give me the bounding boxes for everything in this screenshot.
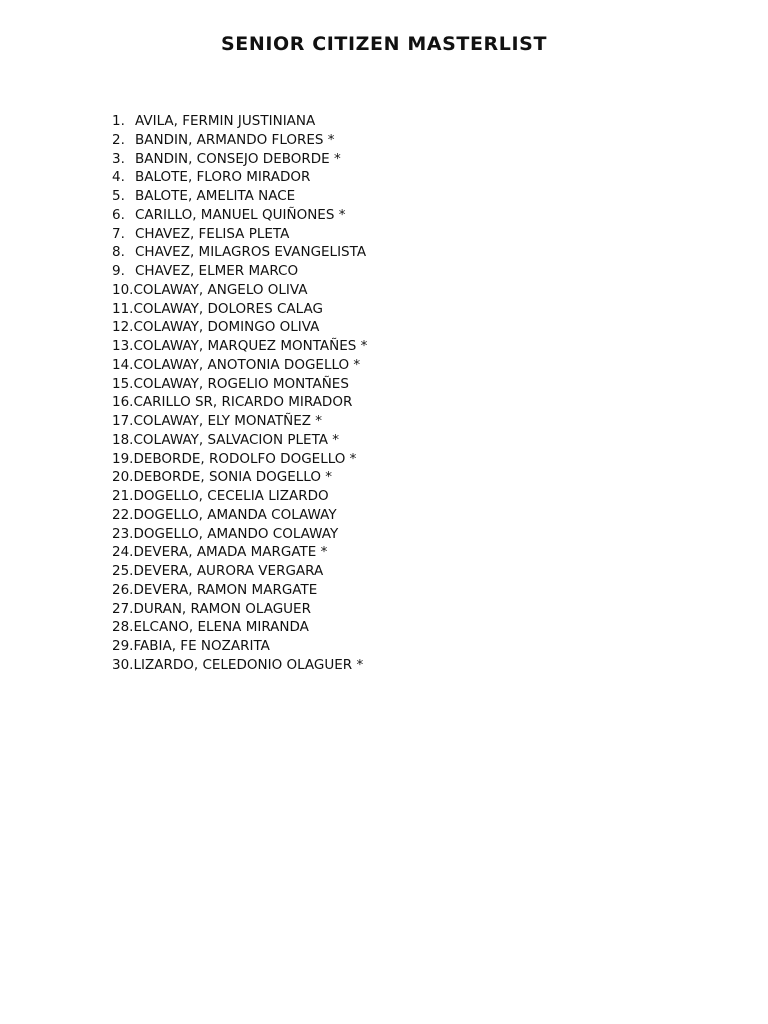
item-number: 11. [112,300,134,317]
item-number: 27. [112,600,134,617]
citizen-name: BANDIN, CONSEJO DEBORDE * [135,150,341,167]
citizen-name: COLAWAY, ANGELO OLIVA [133,281,308,298]
citizen-name: CHAVEZ, FELISA PLETA [135,225,290,242]
citizen-name: CARILLO SR, RICARDO MIRADOR [133,394,353,411]
list-item [112,637,367,656]
list-item [112,618,367,637]
list-item [112,543,367,562]
item-number: 25. [112,563,134,579]
citizen-name: COLAWAY, DOLORES CALAG [133,300,323,317]
list-item [112,393,367,412]
list-item [112,300,367,319]
list-item [112,487,367,506]
item-number: 23. [112,525,134,542]
item-number: 18. [112,431,134,448]
item-number: 20. [112,469,134,486]
citizen-name: BALOTE, AMELITA NACE [135,188,296,204]
item-number: 29. [112,638,134,654]
citizen-name: BANDIN, ARMANDO FLORES * [135,131,335,148]
citizen-name: AVILA, FERMIN JUSTINIANA [135,113,316,129]
item-number: 24. [112,544,134,561]
item-number: 12. [112,319,134,336]
citizen-name: CHAVEZ, MILAGROS EVANGELISTA [135,244,367,261]
item-number: 16. [112,394,134,411]
citizen-name: DEVERA, RAMON MARGATE [133,581,318,598]
list-item [112,450,367,469]
citizen-name: DEVERA, AURORA VERGARA [133,563,324,579]
item-number: 7. [112,225,125,242]
item-number: 15. [112,375,134,392]
list-item [112,562,367,581]
item-number: 14. [112,356,134,373]
citizen-name: FABIA, FE NOZARITA [133,638,270,654]
citizen-name: DEVERA, AMADA MARGATE * [133,544,328,561]
list-item [112,131,367,150]
citizen-name: DEBORDE, SONIA DOGELLO * [133,469,332,486]
list-item [112,468,367,487]
citizen-name: DOGELLO, AMANDO COLAWAY [133,525,339,542]
list-item [112,412,367,431]
list-item [112,243,367,262]
item-number: 22. [112,506,134,523]
citizen-name: DURAN, RAMON OLAGUER [133,600,311,617]
citizen-name: CARILLO, MANUEL QUIÑONES * [135,206,346,223]
citizen-name: COLAWAY, DOMINGO OLIVA [133,319,320,336]
citizen-name: CHAVEZ, ELMER MARCO [135,263,299,279]
list-item [112,281,367,300]
list-item [112,656,367,675]
citizen-name: COLAWAY, ANOTONIA DOGELLO * [133,356,361,373]
list-item [112,431,367,450]
item-number: 10. [112,281,134,298]
citizen-name: DEBORDE, RODOLFO DOGELLO * [133,450,357,467]
citizen-name: ELCANO, ELENA MIRANDA [133,619,309,636]
item-number: 19. [112,450,134,467]
item-number: 26. [112,581,134,598]
item-number: 13. [112,338,134,354]
item-number: 9. [112,263,125,279]
list-item [112,206,367,225]
list-item [112,356,367,375]
citizen-name: BALOTE, FLORO MIRADOR [135,169,311,186]
item-number: 8. [112,244,125,261]
masterlist [112,112,367,675]
item-number: 30. [112,656,134,673]
citizen-name: LIZARDO, CELEDONIO OLAGUER * [133,656,364,673]
list-item [112,168,367,187]
item-number: 1. [112,113,125,129]
list-item [112,600,367,619]
page-title: SENIOR CITIZEN MASTERLIST [220,33,548,55]
item-number: 17. [112,413,134,429]
list-item [112,187,367,206]
item-number: 3. [112,150,125,167]
citizen-name: COLAWAY, ROGELIO MONTAÑES [133,375,349,392]
list-item [112,506,367,525]
item-number: 2. [112,131,125,148]
item-number: 21. [112,488,134,504]
citizen-name: COLAWAY, MARQUEZ MONTAÑES * [133,338,368,354]
list-item [112,525,367,544]
list-item [112,337,367,356]
citizen-name: COLAWAY, ELY MONATÑEZ * [133,413,323,429]
list-item [112,581,367,600]
item-number: 28. [112,619,134,636]
list-item [112,112,367,131]
list-item [112,225,367,244]
item-number: 5. [112,188,125,204]
item-number: 4. [112,169,125,186]
citizen-name: COLAWAY, SALVACION PLETA * [133,431,340,448]
item-number: 6. [112,206,125,223]
citizen-name: DOGELLO, AMANDA COLAWAY [133,506,337,523]
list-item [112,375,367,394]
list-item [112,318,367,337]
list-item [112,150,367,169]
citizen-name: DOGELLO, CECELIA LIZARDO [133,488,329,504]
list-item [112,262,367,281]
